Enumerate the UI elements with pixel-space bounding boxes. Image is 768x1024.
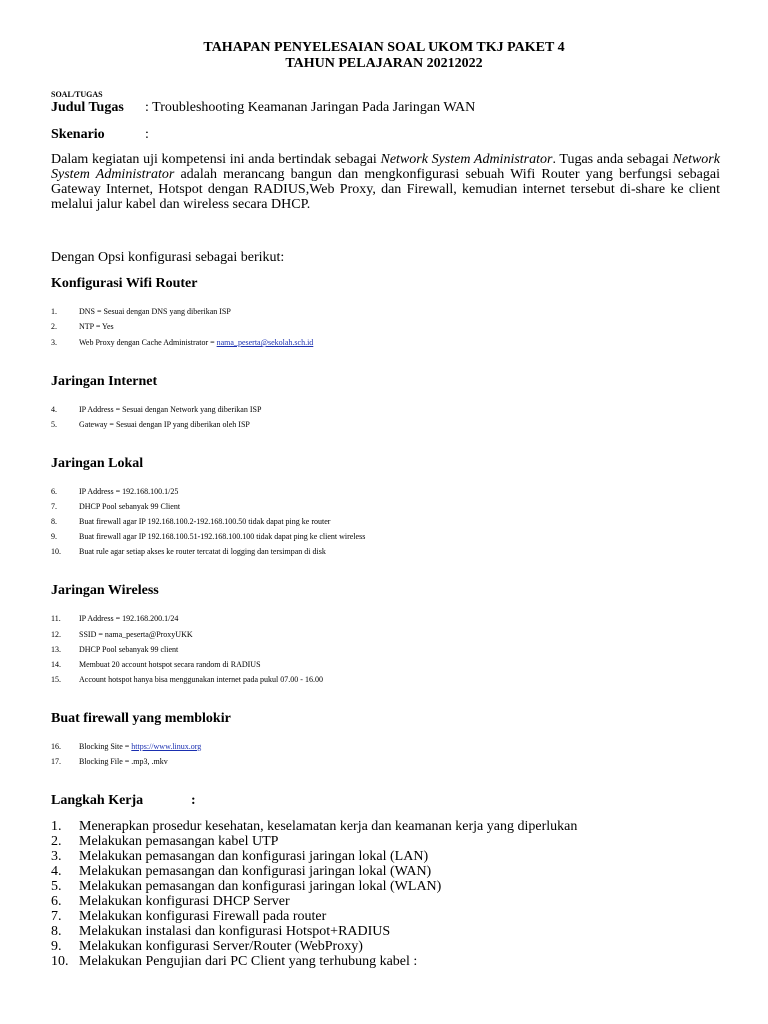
step-text: Melakukan Pengujian dari PC Client yang terhubung kabel : (79, 954, 418, 969)
step-number: 7. (51, 909, 62, 924)
list-item (51, 645, 178, 655)
skenario-row (51, 127, 149, 143)
paragraph-text-2: . Tugas anda sebagai (552, 152, 673, 167)
item-text: Web Proxy dengan Cache Administrator = (79, 338, 217, 347)
list-item (51, 660, 261, 670)
item-number: 4. (51, 405, 57, 414)
list-item (51, 420, 250, 430)
item-number: 2. (51, 322, 57, 331)
item-number: 16. (51, 742, 61, 751)
item-text: IP Address = Sesuai dengan Network yang diberikan ISP (79, 405, 262, 414)
judul-value: : Troubleshooting Keamanan Jaringan Pada Jaringan WAN (145, 100, 476, 115)
list-item (51, 405, 261, 415)
item-text: Account hotspot hanya bisa menggunakan internet pada pukul 07.00 - 16.00 (79, 675, 323, 684)
langkah-kerja-label: Langkah Kerja (51, 793, 144, 808)
item-text: DNS = Sesuai dengan DNS yang diberikan ISP (79, 307, 231, 316)
step-number: 2. (51, 834, 62, 849)
list-item (51, 630, 193, 640)
item-text: DHCP Pool sebanyak 99 client (79, 645, 179, 654)
step-item (51, 834, 278, 849)
langkah-kerja-row (51, 793, 196, 809)
soal-label: SOAL/TUGAS (51, 90, 103, 99)
item-number: 10. (51, 547, 61, 556)
step-number: 5. (51, 879, 62, 894)
blocked-site-link[interactable]: https://www.linux.org (131, 742, 202, 751)
heading-jaringan-lokal: Jaringan Lokal (51, 456, 144, 471)
item-text: Buat firewall agar IP 192.168.100.51-192.168.100.100 tidak dapat ping ke client wireless (79, 532, 366, 541)
item-number: 6. (51, 487, 57, 496)
step-item (51, 819, 577, 834)
step-item (51, 924, 390, 939)
item-text: SSID = nama_peserta@ProxyUKK (79, 630, 193, 639)
item-number: 11. (51, 614, 61, 623)
item-number: 9. (51, 532, 57, 541)
step-number: 1. (51, 819, 62, 834)
heading-wifi-router: Konfigurasi Wifi Router (51, 276, 198, 291)
paragraph-text-3: adalah merancang bangun dan mengkonfigurasi sebuah Wifi Router yang berfungsi sebagai Gateway Internet, Hotspot dengan RADIUS,Web Proxy, dan Firewall, kemudian internet tersebut di-share ke client melalui jalur kabel dan wireless secara DHCP. (51, 167, 720, 212)
step-text: Melakukan pemasangan dan konfigurasi jaringan lokal (WLAN) (79, 879, 442, 894)
item-text: IP Address = 192.168.100.1/25 (79, 487, 179, 496)
item-text: NTP = Yes (79, 322, 114, 331)
step-text: Melakukan konfigurasi Server/Router (WebProxy) (79, 939, 363, 954)
document-title: TAHAPAN PENYELESAIAN SOAL UKOM TKJ PAKET 4 (203, 40, 565, 55)
list-item (51, 742, 201, 752)
step-text: Menerapkan prosedur kesehatan, keselamatan kerja dan keamanan kerja yang diperlukan (79, 819, 578, 834)
heading-jaringan-internet: Jaringan Internet (51, 374, 158, 389)
step-item (51, 849, 428, 864)
step-item (51, 909, 326, 924)
list-item (51, 502, 180, 512)
list-item (51, 532, 365, 542)
heading-jaringan-wireless: Jaringan Wireless (51, 583, 159, 598)
step-number: 10. (51, 954, 69, 969)
item-text: Buat rule agar setiap akses ke router tercatat di logging dan tersimpan di disk (79, 547, 326, 556)
document-subtitle: TAHUN PELAJARAN 20212022 (285, 56, 483, 71)
step-item (51, 864, 431, 879)
step-text: Melakukan pemasangan dan konfigurasi jaringan lokal (LAN) (79, 849, 429, 864)
paragraph-role-2: Network System Administrator (51, 152, 720, 182)
item-number: 8. (51, 517, 57, 526)
paragraph-role-1: Network System Administrator (380, 152, 553, 167)
list-item (51, 307, 231, 317)
langkah-kerja-colon: : (191, 793, 196, 808)
item-number: 1. (51, 307, 57, 316)
step-item (51, 954, 417, 969)
step-text: Melakukan konfigurasi DHCP Server (79, 894, 290, 909)
item-number: 14. (51, 660, 61, 669)
item-text: Buat firewall agar IP 192.168.100.2-192.168.100.50 tidak dapat ping ke router (79, 517, 331, 526)
list-item (51, 517, 330, 527)
list-item (51, 757, 168, 767)
step-number: 8. (51, 924, 62, 939)
skenario-label: Skenario (51, 127, 105, 142)
step-number: 9. (51, 939, 62, 954)
judul-row (51, 100, 475, 116)
list-item (51, 547, 326, 557)
paragraph-text-1: Dalam kegiatan uji kompetensi ini anda bertindak sebagai (51, 152, 381, 167)
item-text: Blocking Site = (79, 742, 132, 751)
step-number: 4. (51, 864, 62, 879)
item-text: DHCP Pool sebanyak 99 Client (79, 502, 181, 511)
item-number: 13. (51, 645, 61, 654)
item-number: 5. (51, 420, 57, 429)
item-text: IP Address = 192.168.200.1/24 (79, 614, 179, 623)
step-number: 3. (51, 849, 62, 864)
item-number: 17. (51, 757, 61, 766)
list-item (51, 487, 178, 497)
admin-email-link[interactable]: nama_peserta@sekolah.sch.id (216, 338, 314, 347)
item-text: Blocking File = .mp3, .mkv (79, 757, 168, 766)
step-text: Melakukan pemasangan kabel UTP (79, 834, 279, 849)
item-number: 3. (51, 338, 57, 347)
item-number: 12. (51, 630, 61, 639)
step-item (51, 939, 363, 954)
step-text: Melakukan instalasi dan konfigurasi Hotspot+RADIUS (79, 924, 391, 939)
heading-firewall: Buat firewall yang memblokir (51, 711, 231, 726)
step-item (51, 879, 441, 894)
list-item (51, 614, 178, 624)
item-text: Membuat 20 account hotspot secara random di RADIUS (79, 660, 261, 669)
step-item (51, 894, 290, 909)
item-number: 15. (51, 675, 61, 684)
list-item (51, 675, 323, 685)
list-item (51, 322, 114, 332)
step-text: Melakukan pemasangan dan konfigurasi jaringan lokal (WAN) (79, 864, 432, 879)
skenario-paragraph (51, 152, 720, 212)
judul-label: Judul Tugas (51, 100, 124, 115)
list-item (51, 338, 313, 348)
opsi-intro: Dengan Opsi konfigurasi sebagai berikut: (51, 250, 285, 265)
item-number: 7. (51, 502, 57, 511)
step-text: Melakukan konfigurasi Firewall pada router (79, 909, 327, 924)
item-text: Gateway = Sesuai dengan IP yang diberikan oleh ISP (79, 420, 250, 429)
step-number: 6. (51, 894, 62, 909)
skenario-colon: : (145, 127, 149, 142)
